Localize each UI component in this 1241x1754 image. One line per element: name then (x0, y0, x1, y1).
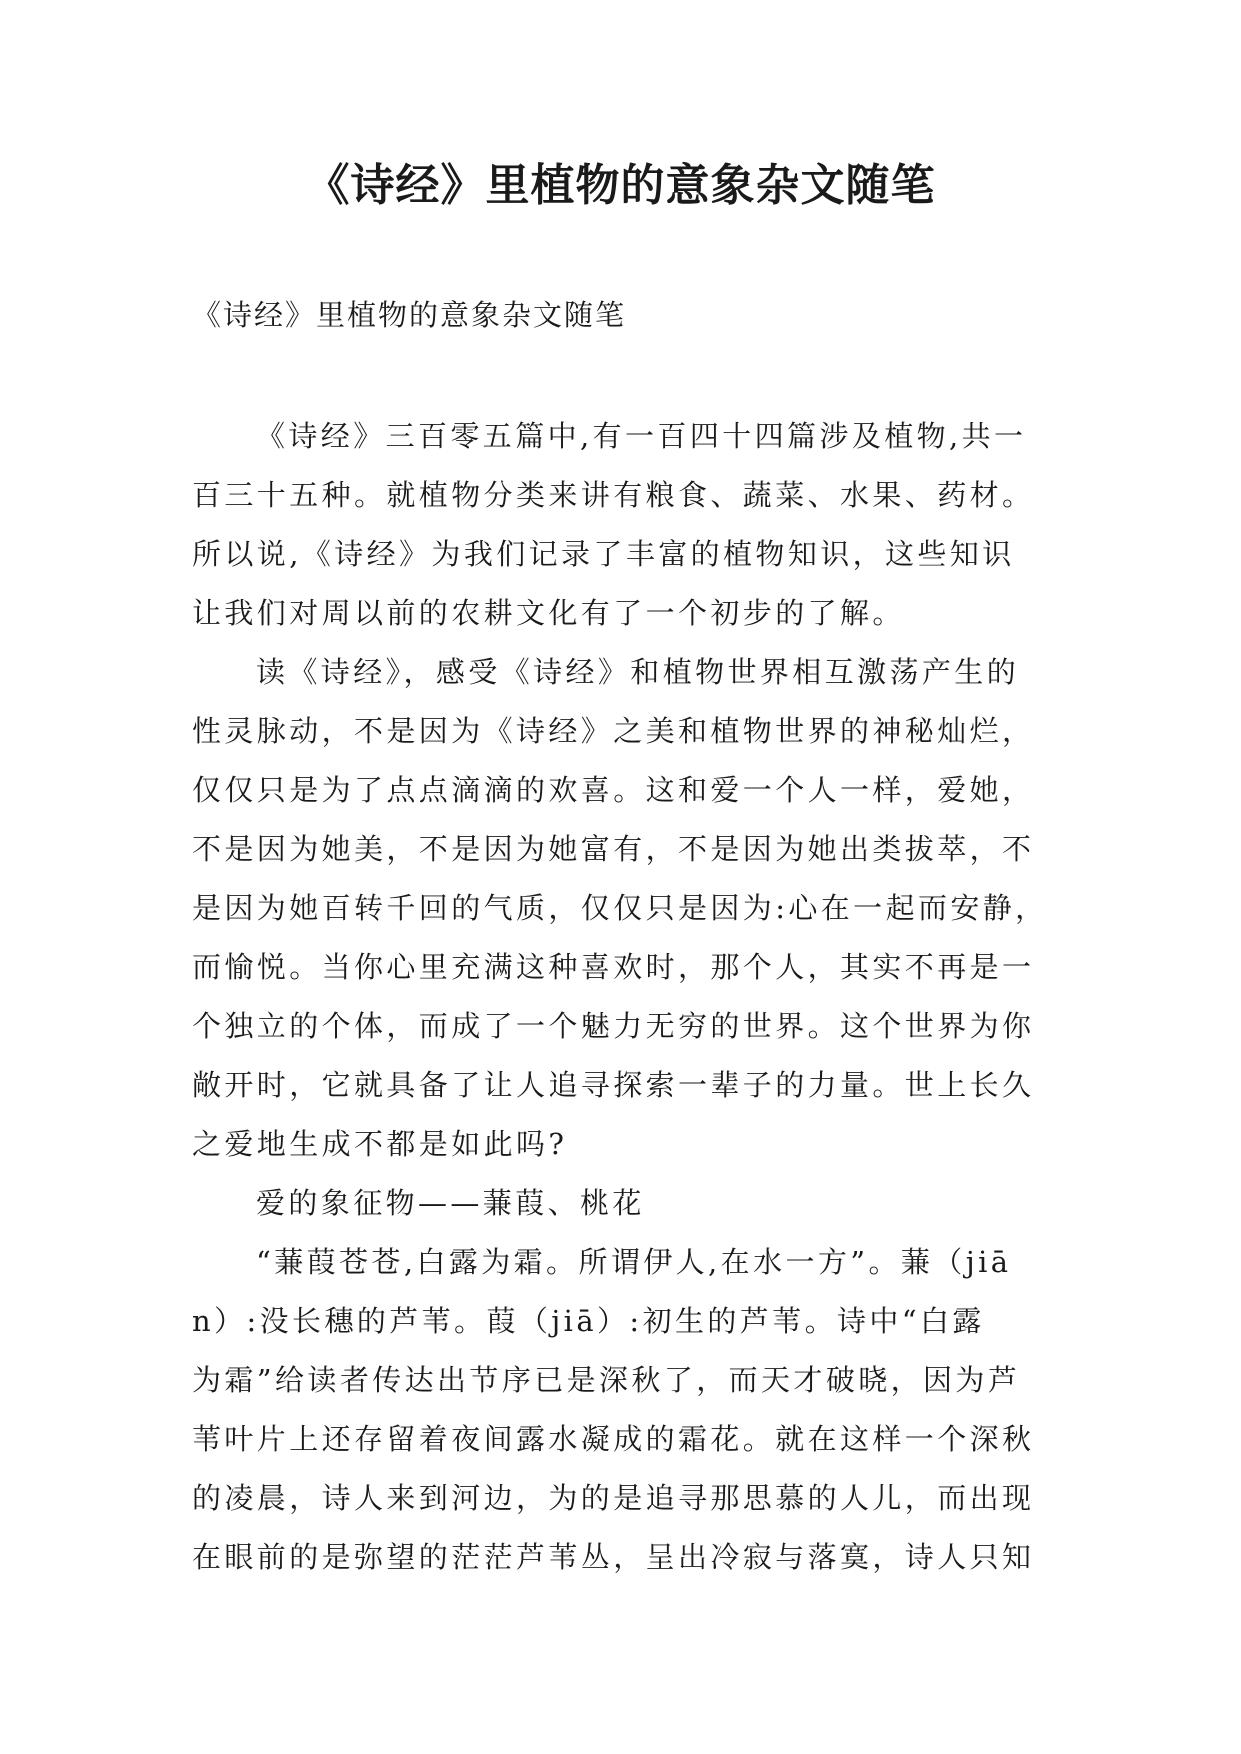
document-subtitle: 《诗经》里植物的意象杂文随笔 (192, 298, 627, 332)
body-text-line: 为霜”给读者传达出节序已是深秋了，而天才破晓，因为芦 (192, 1363, 1021, 1397)
document-body (192, 407, 1060, 1587)
body-text-line: 读《诗经》，感受《诗经》和植物世界相互激荡产生的 (256, 655, 1020, 689)
body-text-line: 所以说,《诗经》为我们记录了丰富的植物知识，这些知识 (192, 537, 1015, 571)
body-text-line: 个独立的个体，而成了一个魅力无穷的世界。这个世界为你 (192, 1009, 1035, 1043)
body-text-line: 敞开时，它就具备了让人追寻探索一辈子的力量。世上长久 (192, 1068, 1035, 1102)
body-text-line: “蒹葭苍苍,白露为霜。所谓伊人,在水一方”。蒹（jiā (256, 1245, 1012, 1279)
body-text-line: 之爱地生成不都是如此吗? (192, 1127, 568, 1161)
body-text-line: 爱的象征物——蒹葭、桃花 (256, 1186, 645, 1220)
body-text-line: 的凌晨，诗人来到河边，为的是追寻那思慕的人儿，而出现 (192, 1481, 1035, 1515)
body-text-line: 仅仅只是为了点点滴滴的欢喜。这和爱一个人一样，爱她， (192, 773, 1035, 807)
body-text-line: 百三十五种。就植物分类来讲有粮食、蔬菜、水果、药材。 (192, 478, 1035, 512)
body-text-line: 让我们对周以前的农耕文化有了一个初步的了解。 (192, 596, 905, 630)
body-text-line: 是因为她百转千回的气质，仅仅只是因为:心在一起而安静， (192, 891, 1048, 925)
body-text-line: 苇叶片上还存留着夜间露水凝成的霜花。就在这样一个深秋 (192, 1422, 1035, 1456)
body-text-line: 而愉悦。当你心里充满这种喜欢时，那个人，其实不再是一 (192, 950, 1035, 984)
document-title: 《诗经》里植物的意象杂文随笔 (305, 160, 936, 211)
body-text-line: 《诗经》三百零五篇中,有一百四十四篇涉及植物,共一 (256, 419, 1027, 453)
body-text-line: 不是因为她美，不是因为她富有，不是因为她出类拔萃，不 (192, 832, 1035, 866)
body-text-line: n）:没长穗的芦苇。葭（jiā）:初生的芦苇。诗中“白露 (192, 1304, 985, 1338)
body-text-line: 在眼前的是弥望的茫茫芦苇丛，呈出冷寂与落寞，诗人只知 (192, 1540, 1035, 1574)
body-text-line: 性灵脉动，不是因为《诗经》之美和植物世界的神秘灿烂， (192, 714, 1035, 748)
